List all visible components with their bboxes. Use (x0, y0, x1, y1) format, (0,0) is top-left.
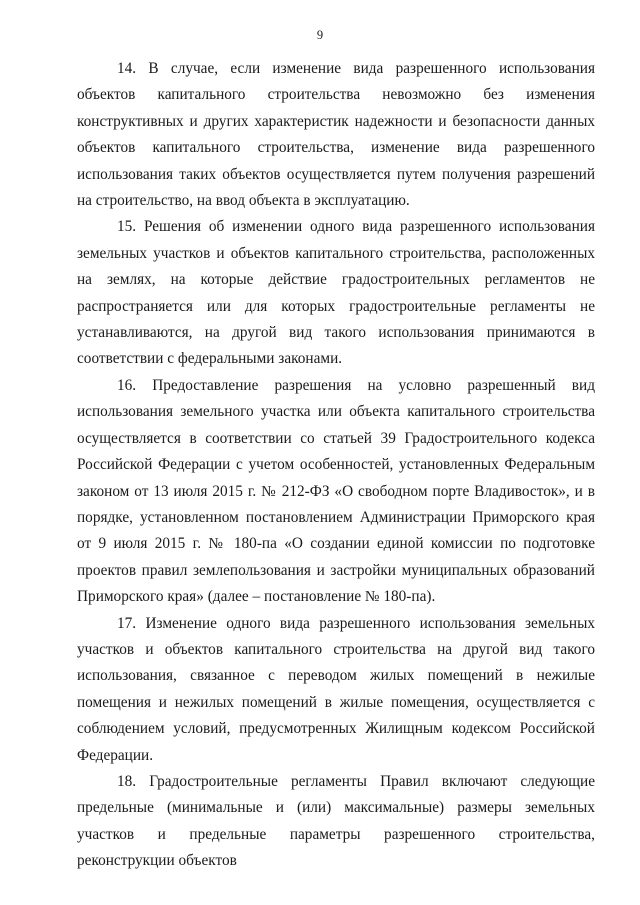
paragraph-16: 16. Предоставление разрешения на условно разрешенный вид использования земельного участка или объекта капитального строительства осуществляется в соответствии со статьей 39 Градостроительного кодекса Российской Федерации с учетом особенностей, установленных Федеральным законом от 13 июля 2015 г. № 212-ФЗ «О свободном порте Владивосток», и в порядке, установленном постановлением Администрации Приморского края от 9 июля 2015 г. № 180-па «О создании единой комиссии по подготовке проектов правил землепользования и застройки муниципальных образований Приморского края» (далее – постановление № 180-па). (77, 376, 595, 606)
paragraph-14: 14. В случае, если изменение вида разрешенного использования объектов капитального строительства невозможно без изменения конструктивных и других характеристик надежности и безопасности данных объектов капитального строительства, изменение вида разрешенного использования таких объектов осуществляется путем получения разрешений на строительство, на ввод объекта в эксплуатацию. (77, 60, 595, 210)
paragraph-17: 17. Изменение одного вида разрешенного использования земельных участков и объектов капитального строительства на другой вид такого использования, связанное с переводом жилых помещений в нежилые помещения и нежилых помещений в жилые помещения, осуществляется с соблюдением условий, предусмотренных Жилищным кодексом Российской Федерации. (77, 614, 595, 764)
document-body (77, 56, 595, 875)
page-number: 9 (316, 28, 324, 42)
paragraph-15: 15. Решения об изменении одного вида разрешенного использования земельных участков и объектов капитального строительства, расположенных на землях, на которые действие градостроительных регламентов не распространяется или для которых градостроительные регламенты не устанавливаются, на другой вид такого использования принимаются в соответствии с федеральными законами. (77, 218, 595, 368)
paragraph-18: 18. Градостроительные регламенты Правил включают следующие предельные (минимальные и (или) максимальные) размеры земельных участков и предельные параметры разрешенного строительства, реконструкции объектов (77, 772, 595, 870)
